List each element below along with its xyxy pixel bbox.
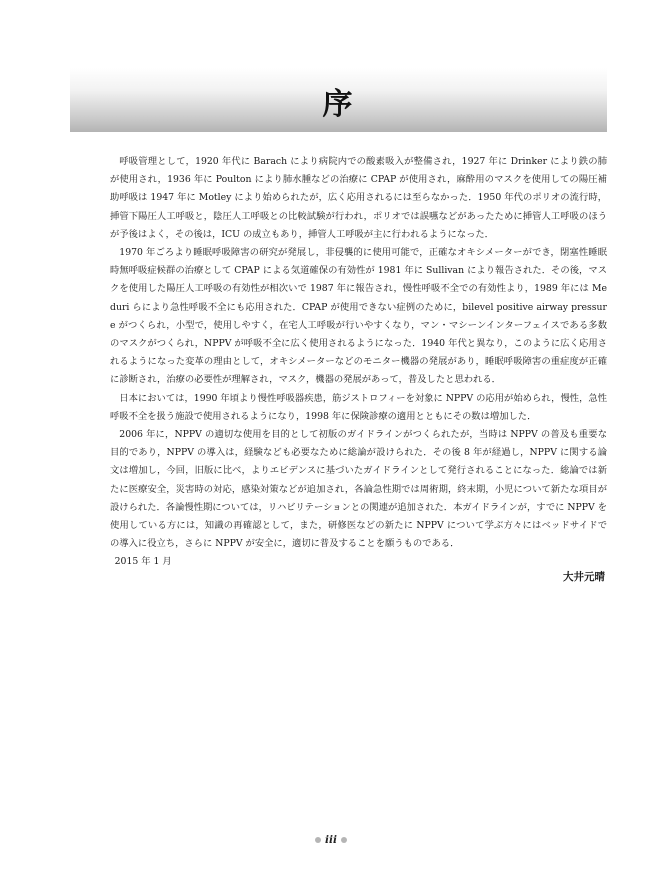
page-number: iii [325, 834, 337, 846]
paragraph-japan: 日本においては，1990 年頃より慢性呼吸器疾患，筋ジストロフィーを対象に NPPV の応用が始められ，慢性，急性呼吸不全を扱う施設で使用されるようになり，1998 年に保険診療の適用とともにその数は増加した． [110, 392, 607, 422]
chapter-header-band [70, 68, 607, 132]
footer-dot-right-icon [341, 837, 347, 843]
date-line: 2015 年 1 月 [114, 556, 172, 568]
page-footer [0, 834, 662, 846]
paragraph-development: 1970 年ごろより睡眠呼吸障害の研究が発展し，非侵襲的に使用可能で，正確なオキシメーターができ，閉塞性睡眠時無呼吸症候群の治療として CPAP による気道確保の有効性が 1981 年に Sullivan により報告された．その後，マスクを使用した陽圧人工呼吸の有効性が相次いで 1987 年に報告され，慢性呼吸不全での有効性より，1989 年には Meduri らにより急性呼吸不全にも応用された．CPAP が使用できない症例のために，bilevel positive airway pressure がつくられ，小型で，使用しやすく，在宅人工呼吸が行いやすくなり，マン・マシーンインターフェイスである多数のマスクがつくられ，NPPV が呼吸不全に広く使用されるようになった．1940 年代と異なり，このように広く応用されるようになった変革の理由として，オキシメーターなどのモニター機器の発展があり，睡眠呼吸障害の重症度が正確に診断され，治療の必要性が理解され，マスク，機器の発展があって，普及したと思われる． [110, 247, 607, 386]
footer-dot-left-icon [315, 837, 321, 843]
paragraph-history: 呼吸管理として，1920 年代に Barach により病院内での酸素吸入が整備され，1927 年に Drinker により鉄の肺が使用され，1936 年に Poulton により肺水腫などの治療に CPAP が使用され，麻酔用のマスクを使用しての陽圧補助呼吸は 1947 年に Motley により始められたが，広く応用されるには至らなかった．1950 年代のポリオの流行時，挿管下陽圧人工呼吸と，陰圧人工呼吸との比較試験が行われ，ポリオでは誤嚥などがあったために挿管人工呼吸のほうが予後はよく，その後は，ICU の成立もあり，挿管人工呼吸が主に行われるようになった． [110, 156, 607, 240]
chapter-title: 序 [322, 87, 355, 122]
paragraph-guideline: 2006 年に，NPPV の適切な使用を目的として初版のガイドラインがつくられたが，当時は NPPV の普及も重要な目的であり，NPPV の導入は，経験なども必要なために総論が設けられた．その後 8 年が経過し，NPPV に関する論文は増加し，今回，旧版に比べ，よりエビデンスに基づいたガイドラインとして発行されることになった．総論では新たに医療安全，災害時の対応，感染対策などが追加され，各論急性期では周術期，終末期，小児について新たな項目が設けられた．各論慢性期については，リハビリテーションとの関連が追加された．本ガイドラインが，すでに NPPV を使用している方には，知識の再確認として，また，研修医などの新たに NPPV について学ぶ方々にはベッドサイドでの導入に役立ち，さらに NPPV が安全に，適切に普及することを願うものである． [110, 429, 607, 550]
preface-body [110, 153, 607, 586]
author-name: 大井元晴 [563, 570, 605, 583]
